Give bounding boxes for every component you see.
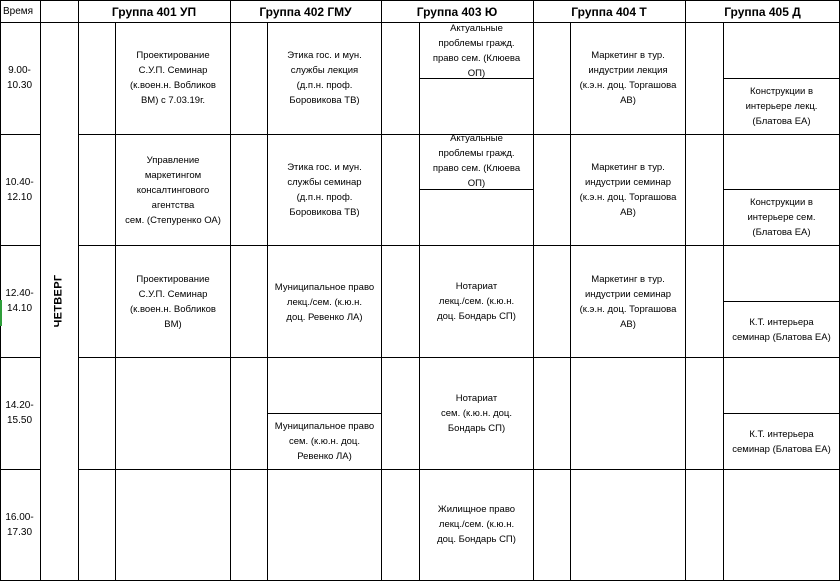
lesson-cell: Проектирование С.У.П. Семинар (к.воен.н. Вобликов ВМ) с 7.03.19г. — [130, 49, 216, 106]
group-header-402: Группа 402 ГМУ — [259, 4, 352, 19]
grid-line — [78, 357, 840, 358]
lesson-cell: Маркетинг в тур. индустрии семинар (к.э.н. доц. Торгашова АВ) — [579, 161, 677, 218]
lesson-cell: К.Т. интерьера семинар (Блатова ЕА) — [732, 316, 831, 343]
grid-line — [533, 0, 534, 581]
lesson-cell: Проектирование С.У.П. Семинар (к.воен.н. Вобликов ВМ) — [130, 273, 216, 330]
lesson-cell: Конструкции в интерьере сем. (Блатова ЕА) — [747, 197, 816, 238]
grid-line — [0, 134, 40, 135]
lesson-cell: Актуальные проблемы гражд. право сем. (Клюева ОП) — [432, 23, 521, 79]
day-label: ЧЕТВЕРГ — [52, 274, 65, 328]
time-slot: 16.00- 17.30 — [5, 512, 34, 538]
lesson-cell: Жилищное право лекц./сем. (к.ю.н. доц. Бондарь СП) — [437, 503, 516, 545]
lesson-cell: Муниципальное право лекц./сем. (к.ю.н. доц. Ревенко ЛА) — [274, 281, 375, 323]
time-slot: 12.40- 14.10 — [5, 288, 34, 314]
grid-line — [0, 357, 40, 358]
time-column-header: Время — [3, 6, 34, 17]
grid-line — [230, 0, 231, 581]
lesson-cell: Маркетинг в тур. индустрии лекция (к.э.н. доц. Торгашова АВ) — [579, 49, 677, 106]
group-header-401: Группа 401 УП — [111, 4, 197, 19]
grid-line — [78, 0, 79, 581]
grid-line — [685, 0, 686, 581]
lesson-cell: Муниципальное право сем. (к.ю.н. доц. Ревенко ЛА) — [274, 421, 375, 462]
lesson-cell: Этика гос. и мун. службы лекция (д.п.н. проф. Боровикова ТВ) — [287, 49, 362, 106]
time-slot: 10.40- 12.10 — [5, 177, 34, 203]
grid-line — [381, 0, 382, 581]
time-slot: 14.20- 15.50 — [5, 400, 34, 426]
lesson-cell: Управление маркетингом консалтингового агентства сем. (Степуренко ОА) — [125, 154, 221, 226]
lesson-cell: Нотариат сем. (к.ю.н. доц. Бондарь СП) — [441, 392, 512, 434]
lesson-cell: Актуальные проблемы гражд. право сем. (Клюева ОП) — [432, 133, 521, 189]
grid-line — [78, 245, 840, 246]
lesson-cell: Маркетинг в тур. индустрии семинар (к.э.н. доц. Торгашова АВ) — [579, 273, 677, 330]
grid-line — [78, 469, 840, 470]
grid-line — [0, 469, 40, 470]
lesson-cell: Этика гос. и мун. службы семинар (д.п.н. проф. Боровикова ТВ) — [287, 161, 362, 218]
grid-line — [0, 580, 840, 581]
lesson-cell: К.Т. интерьера семинар (Блатова ЕА) — [732, 428, 831, 455]
lesson-cell: Нотариат лекц./сем. (к.ю.н. доц. Бондарь СП) — [437, 280, 516, 322]
group-header-404: Группа 404 Т — [571, 4, 647, 19]
group-header-403: Группа 403 Ю — [416, 4, 498, 19]
time-slot: 9.00- 10.30 — [6, 65, 33, 91]
grid-line — [0, 245, 40, 246]
lesson-cell: Конструкции в интерьере лекц. (Блатова ЕА) — [745, 86, 818, 127]
group-header-405: Группа 405 Д — [724, 4, 801, 19]
